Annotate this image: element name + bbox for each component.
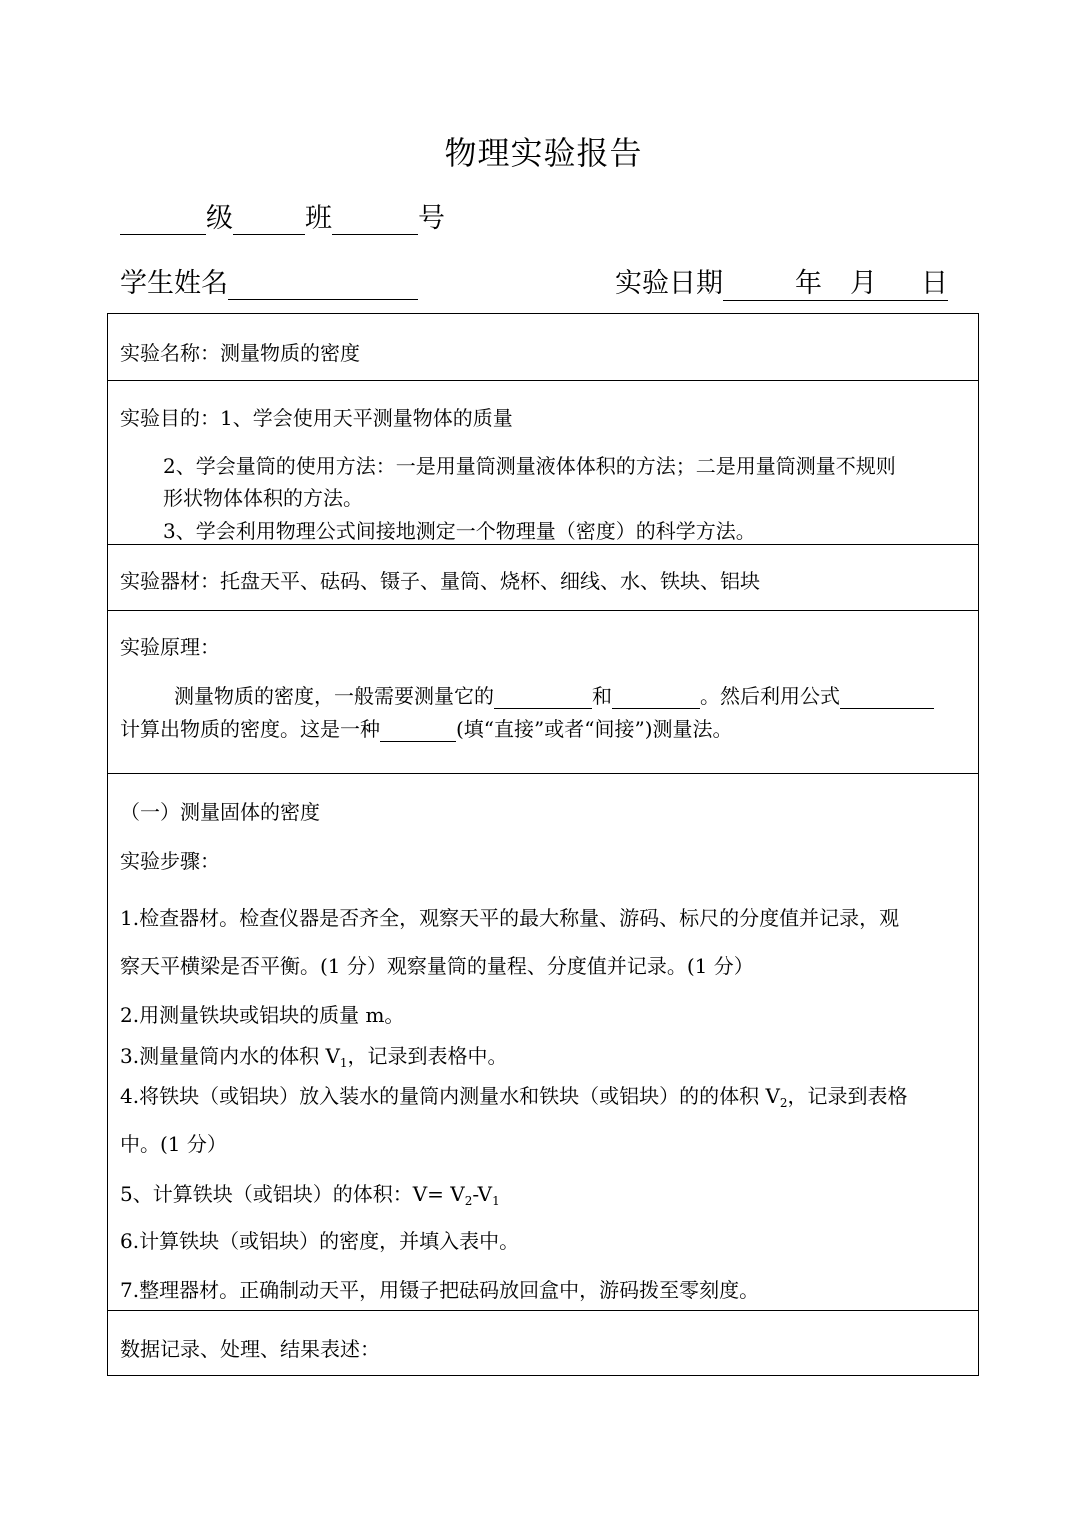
blank-formula[interactable] — [840, 688, 934, 709]
step-2: 2.用测量铁块或铝块的质量 m。 — [120, 1003, 405, 1027]
class-blank[interactable] — [233, 204, 305, 235]
purpose-section — [108, 381, 978, 545]
purpose-line-2: 2、学会量筒的使用方法：一是用量筒测量液体体积的方法；二是用量筒测量不规则 — [163, 454, 896, 478]
number-blank[interactable] — [332, 204, 418, 235]
experiment-name: 实验名称：测量物质的密度 — [120, 341, 360, 365]
grade-label: 级 — [206, 203, 233, 234]
step-3-text: 3.测量量筒内水的体积 V — [120, 1044, 340, 1068]
step-4-line-2: 中。(1 分） — [120, 1132, 227, 1156]
student-name-label: 学生姓名 — [120, 268, 228, 299]
step-6: 6.计算铁块（或铝块）的密度，并填入表中。 — [120, 1229, 520, 1253]
year-label: 年 — [795, 268, 822, 299]
class-label: 班 — [305, 203, 332, 234]
step-3-text-end: ，记录到表格中。 — [347, 1044, 508, 1068]
step-4-subscript: 2 — [779, 1096, 788, 1110]
day-label: 日 — [921, 268, 948, 299]
grade-blank[interactable] — [120, 204, 206, 235]
step-5-subscript-2: 1 — [492, 1194, 500, 1208]
step-4-text-end: ，记录到表格 — [787, 1084, 908, 1108]
purpose-line-4: 3、学会利用物理公式间接地测定一个物理量（密度）的科学方法。 — [163, 519, 756, 543]
step-3-subscript: 1 — [339, 1056, 348, 1070]
purpose-line-1: 实验目的：1、学会使用天平测量物体的质量 — [120, 406, 513, 430]
page-title: 物理实验报告 — [444, 134, 643, 172]
student-name-line — [120, 261, 418, 300]
blank-method[interactable] — [380, 721, 456, 742]
principle-text-2b: (填“直接”或者“间接”)测量法。 — [456, 717, 733, 741]
report-table — [107, 313, 979, 1376]
principle-text-1c: 。然后利用公式 — [700, 684, 840, 708]
step-4-line-1 — [120, 1080, 908, 1110]
materials-section — [108, 545, 978, 611]
principle-heading: 实验原理： — [120, 635, 220, 659]
blank-quantity-1[interactable] — [494, 688, 592, 709]
step-5-subscript-1: 2 — [464, 1194, 473, 1208]
step-1-line-1: 1.检查器材。检查仪器是否齐全，观察天平的最大称量、游码、标尺的分度值并记录，观 — [120, 906, 900, 930]
step-5-text: 5、计算铁块（或铝块）的体积：V= V — [120, 1182, 465, 1206]
student-name-blank[interactable] — [228, 269, 418, 300]
step-5 — [120, 1178, 500, 1208]
grade-class-number-line — [120, 196, 445, 235]
principle-section — [108, 611, 978, 774]
solid-density-section — [108, 774, 978, 1311]
principle-text-1a: 测量物质的密度，一般需要测量它的 — [174, 684, 494, 708]
blank-quantity-2[interactable] — [612, 688, 700, 709]
principle-text-1b: 和 — [592, 684, 612, 708]
principle-line-1 — [174, 680, 934, 709]
solid-heading: （一）测量固体的密度 — [120, 800, 320, 824]
data-record-section — [108, 1311, 978, 1377]
step-3 — [120, 1040, 508, 1070]
number-label: 号 — [418, 203, 445, 234]
principle-line-2 — [120, 713, 733, 742]
date-blanks[interactable] — [723, 261, 948, 301]
purpose-line-3: 形状物体体积的方法。 — [163, 486, 363, 510]
date-label: 实验日期 — [615, 268, 723, 299]
steps-heading: 实验步骤： — [120, 849, 220, 873]
data-record-heading: 数据记录、处理、结果表述： — [120, 1337, 380, 1361]
step-1-line-2: 察天平横梁是否平衡。(1 分）观察量筒的量程、分度值并记录。(1 分） — [120, 954, 754, 978]
experiment-name-section — [108, 314, 978, 381]
month-label: 月 — [850, 268, 877, 299]
step-7: 7.整理器材。正确制动天平，用镊子把砝码放回盒中，游码拨至零刻度。 — [120, 1278, 760, 1302]
experiment-date-line — [615, 261, 948, 301]
step-4-text: 4.将铁块（或铝块）放入装水的量筒内测量水和铁块（或铝块）的的体积 V — [120, 1084, 780, 1108]
materials-text: 实验器材：托盘天平、砝码、镊子、量筒、烧杯、细线、水、铁块、铝块 — [120, 569, 760, 593]
principle-text-2a: 计算出物质的密度。这是一种 — [120, 717, 380, 741]
step-5-text-mid: -V — [472, 1182, 493, 1206]
